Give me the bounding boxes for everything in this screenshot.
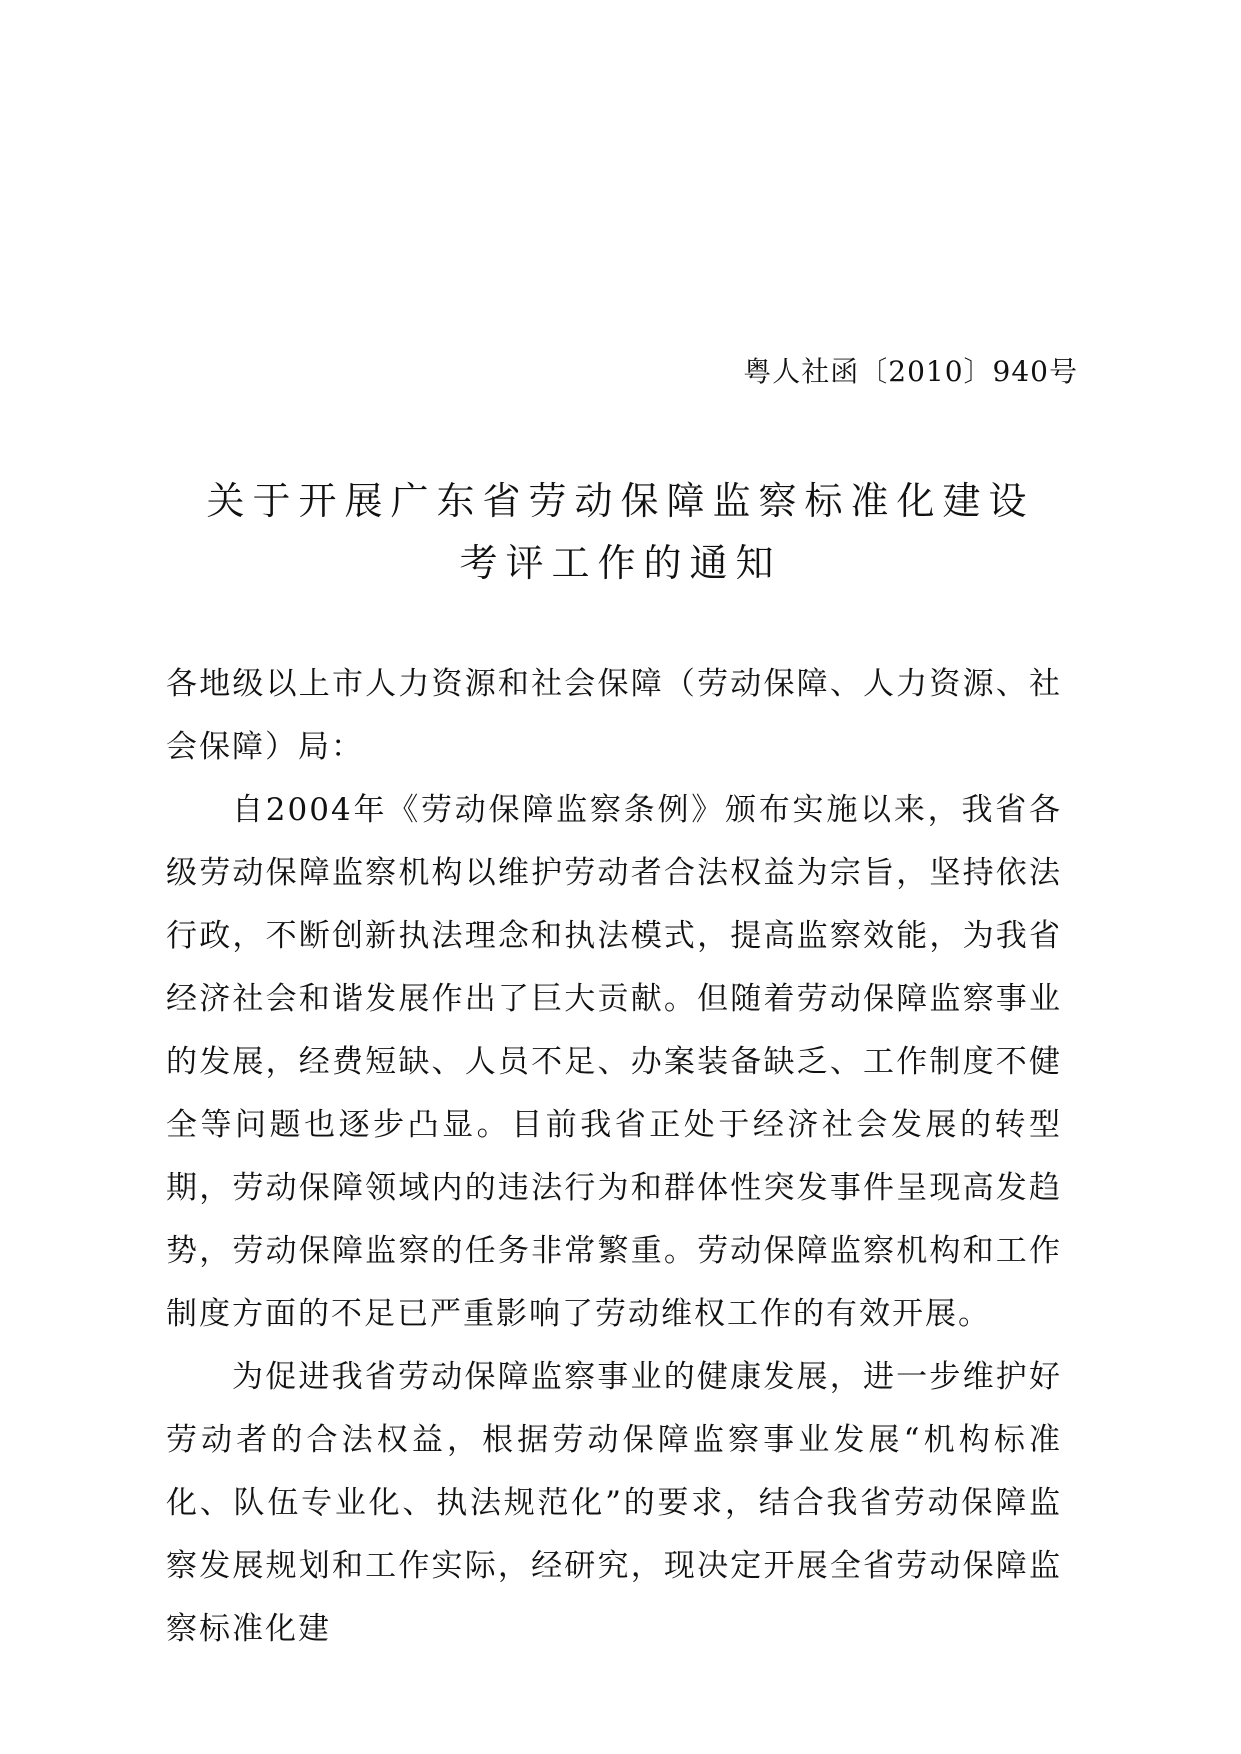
body-paragraph: 自2004年《劳动保障监察条例》颁布实施以来，我省各级劳动保障监察机构以维护劳动者合法权益为宗旨，坚持依法行政，不断创新执法理念和执法模式，提高监察效能，为我省经济社会和谐发展作出了巨大贡献。但随着劳动保障监察事业的发展，经费短缺、人员不足、办案装备缺乏、工作制度不健全等问题也逐步凸显。目前我省正处于经济社会发展的转型期，劳动保障领域内的违法行为和群体性突发事件呈现高发趋势，劳动保障监察的任务非常繁重。劳动保障监察机构和工作制度方面的不足已严重影响了劳动维权工作的有效开展。 xyxy=(166,792,1062,1332)
document-title-line-2: 考评工作的通知 xyxy=(459,541,782,585)
addressee: 各地级以上市人力资源和社会保障（劳动保障、人力资源、社会保障）局： xyxy=(166,666,1062,765)
body-paragraph: 为促进我省劳动保障监察事业的健康发展，进一步维护好劳动者的合法权益，根据劳动保障监察事业发展“机构标准化、队伍专业化、执法规范化”的要求，结合我省劳动保障监察发展规划和工作实际，经研究，现决定开展全省劳动保障监察标准化建 xyxy=(166,1359,1062,1647)
document-title-line-1: 关于开展广东省劳动保障监察标准化建设 xyxy=(206,479,1035,523)
document-body xyxy=(166,653,1062,1661)
document-number: 粤人社函〔2010〕940号 xyxy=(743,355,1078,388)
